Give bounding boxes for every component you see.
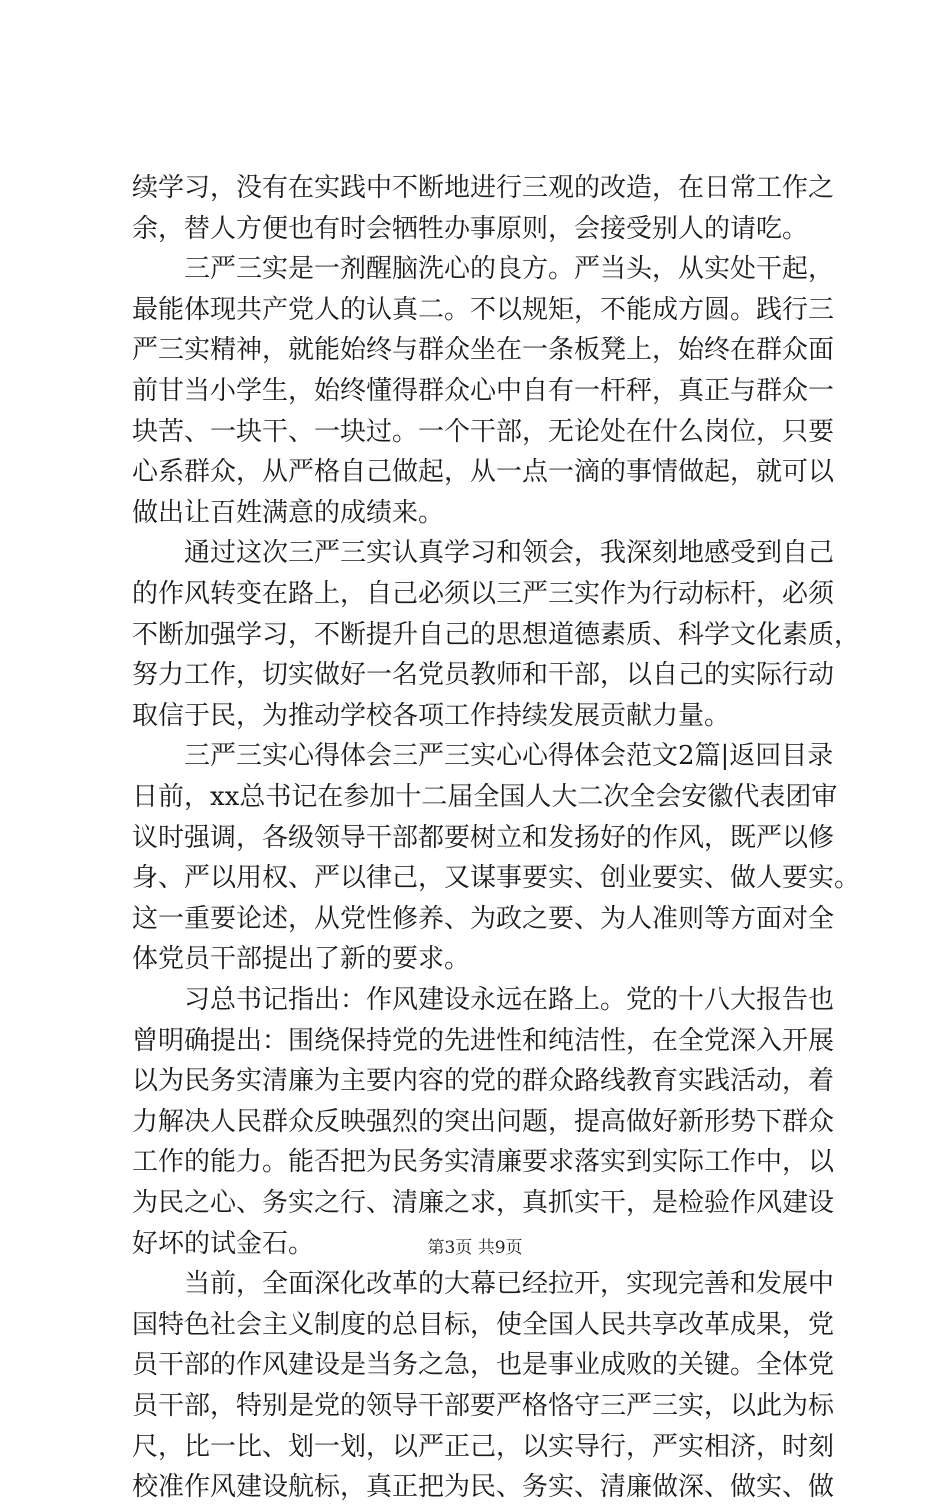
- page-footer: 第3页 共9页: [427, 1238, 523, 1258]
- text-line: 校准作风建设航标，真正把为民、务实、清廉做深、做实、做: [132, 1472, 835, 1503]
- text-line: 议时强调，各级领导干部都要树立和发扬好的作风，既严以修: [132, 822, 835, 853]
- text-line: 体党员干部提出了新的要求。: [132, 944, 471, 975]
- text-line: 前甘当小学生，始终懂得群众心中自有一杆秤，真正与群众一: [132, 376, 835, 406]
- text-line: 不断加强学习，不断提升自己的思想道德素质、科学文化素质，: [132, 619, 861, 650]
- text-line: 做出让百姓满意的成绩来。: [132, 497, 445, 528]
- text-line: 严三实精神，就能始终与群众坐在一条板凳上，始终在群众面: [132, 335, 835, 366]
- text-line: 通过这次三严三实认真学习和领会，我深刻地感受到自己: [184, 538, 835, 569]
- text-line: 三严三实是一剂醒脑洗心的良方。严当头，从实处干起，: [184, 254, 835, 285]
- text-line: 续学习，没有在实践中不断地进行三观的改造，在日常工作之: [132, 173, 835, 203]
- text-line: 曾明确提出：围绕保持党的先进性和纯洁性，在全党深入开展: [132, 1025, 835, 1056]
- text-line: 心系群众，从严格自己做起，从一点一滴的事情做起，就可以: [132, 457, 835, 488]
- text-line: 取信于民，为推动学校各项工作持续发展贡献力量。: [132, 700, 731, 731]
- text-line: 的作风转变在路上，自己必须以三严三实作为行动标杆，必须: [132, 579, 835, 609]
- text-line: 为民之心、务实之行、清廉之求，真抓实干，是检验作风建设: [132, 1188, 835, 1218]
- text-line: 尺，比一比、划一划，以严正己，以实导行，严实相济，时刻: [132, 1431, 835, 1462]
- text-line: 习总书记指出：作风建设永远在路上。党的十八大报告也: [184, 985, 835, 1015]
- text-line: 这一重要论述，从党性修养、为政之要、为人准则等方面对全: [132, 903, 835, 934]
- text-line: 力解决人民群众反映强烈的突出问题，提高做好新形势下群众: [132, 1106, 835, 1137]
- text-line: 三严三实心得体会三严三实心心得体会范文2篇|返回目录: [184, 741, 834, 772]
- text-line: 好坏的试金石。: [132, 1228, 315, 1259]
- text-line: 国特色社会主义制度的总目标，使全国人民共享改革成果，党: [132, 1309, 835, 1340]
- text-line: 员干部的作风建设是当务之急，也是事业成败的关键。全体党: [132, 1350, 835, 1381]
- text-line: 努力工作，切实做好一名党员教师和干部，以自己的实际行动: [132, 660, 835, 691]
- text-line: 余，替人方便也有时会牺牲办事原则，会接受别人的请吃。: [132, 213, 809, 244]
- text-line: 日前，xx总书记在参加十二届全国人大二次全会安徽代表团审: [132, 782, 838, 812]
- text-line: 工作的能力。能否把为民务实清廉要求落实到实际工作中，以: [132, 1147, 835, 1178]
- text-line: 最能体现共产党人的认真二。不以规矩，不能成方圆。践行三: [132, 294, 835, 325]
- text-line: 员干部，特别是党的领导干部要严格恪守三严三实，以此为标: [132, 1391, 835, 1421]
- text-line: 身、严以用权、严以律己，又谋事要实、创业要实、做人要实。: [132, 863, 861, 894]
- text-line: 当前，全面深化改革的大幕已经拉开，实现完善和发展中: [184, 1269, 835, 1300]
- text-line: 块苦、一块干、一块过。一个干部，无论处在什么岗位，只要: [132, 416, 835, 447]
- text-line: 以为民务实清廉为主要内容的党的群众路线教育实践活动，着: [132, 1066, 835, 1097]
